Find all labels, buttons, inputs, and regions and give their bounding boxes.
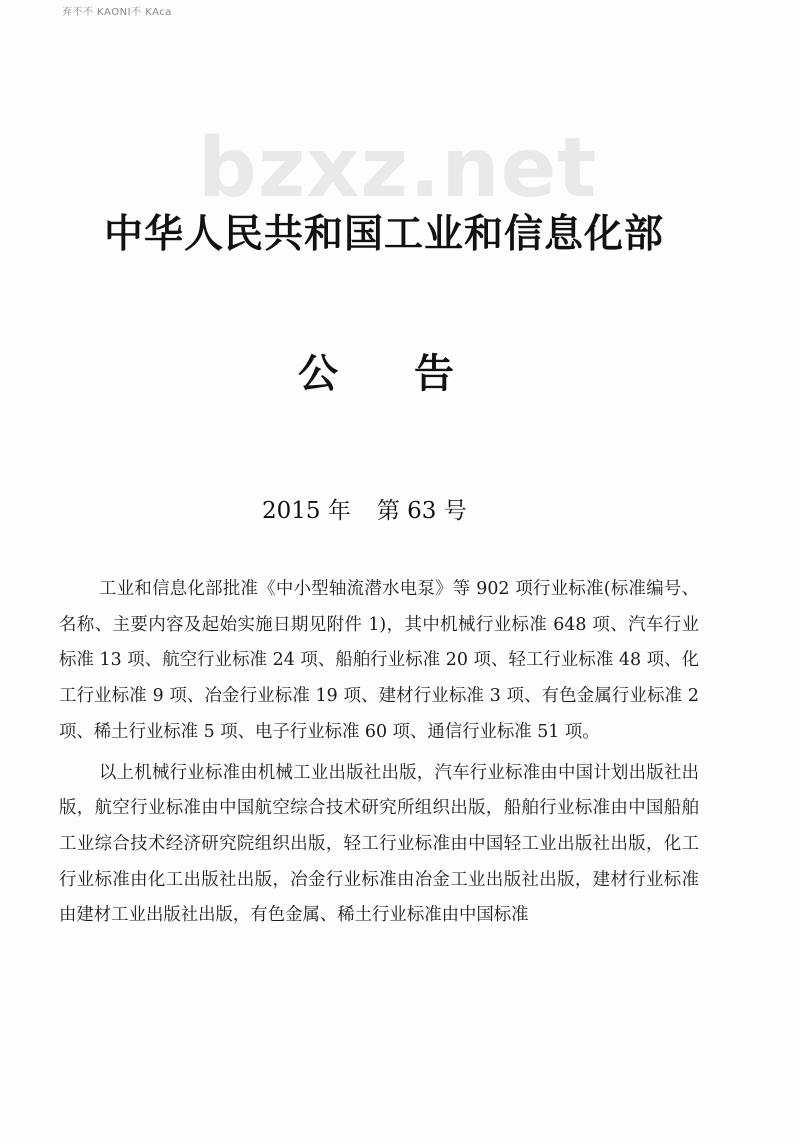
- watermark: bzxz.net: [198, 121, 598, 216]
- document-type-heading: [298, 342, 454, 399]
- document-type-char-2: 告: [414, 351, 454, 397]
- scan-header-text: 弃不不 KAONI不 KAca: [62, 7, 172, 18]
- announcement-body: [59, 572, 699, 934]
- paragraph-2: 以上机械行业标准由机械工业出版社出版，汽车行业标准由中国计划出版社出版，航空行业标准由中国航空综合技术研究所组织出版，船舶行业标准由中国船舶工业综合技术经济研究院组织出版，轻工行业标准由中国轻工业出版社出版，化工行业标准由化工出版社出版，冶金行业标准由冶金工业出版社出版，建材行业标准由建材工业出版社出版，有色金属、稀土行业标准由中国标准: [59, 762, 699, 926]
- paragraph-1: 工业和信息化部批准《中小型轴流潜水电泵》等 902 项行业标准(标准编号、名称、主要内容及起始实施日期见附件 1)，其中机械行业标准 648 项、汽车行业标准 13 项、航空行业标准 24 项、船舶行业标准 20 项、轻工行业标准 48 项、化工行业标准 9 项、冶金行业标准 19 项、建材行业标准 3 项、有色金属行业标准 2 项、稀土行业标准 5 项、电子行业标准 60 项、通信行业标准 51 项。: [59, 579, 699, 742]
- document-number: [262, 492, 467, 525]
- document-year: 2015 年: [262, 498, 351, 524]
- document-type-char-1: 公: [298, 351, 338, 397]
- document-issue-number: 第 63 号: [376, 498, 467, 524]
- organization-title: 中华人民共和国工业和信息化部: [104, 212, 665, 257]
